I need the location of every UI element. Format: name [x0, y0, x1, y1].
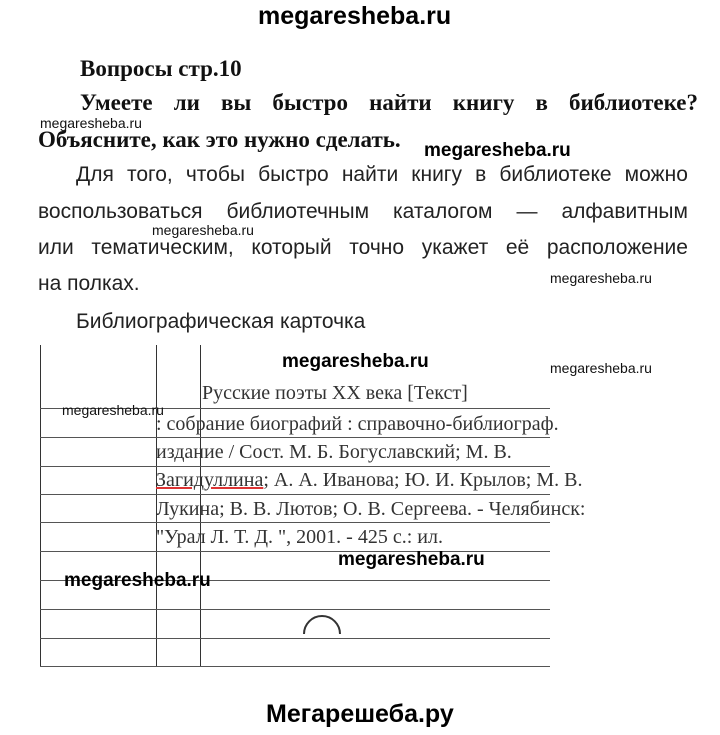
question-word: книгу: [452, 90, 515, 115]
card-author-underlined: Загидуллина: [156, 469, 264, 491]
question-line-2: Объясните, как это нужно сделать.: [38, 127, 401, 152]
watermark-card-top: megaresheba.ru: [282, 351, 429, 372]
card-margin-line: [40, 345, 41, 667]
answer-word: тематическим,: [91, 236, 234, 259]
answer-word: чтобы: [185, 163, 245, 186]
answer-word: или: [38, 236, 74, 259]
card-line-4: [156, 469, 582, 492]
answer-word: каталогом: [393, 200, 493, 223]
card-line-5: Лукина; В. В. Лютов; О. В. Сергеева. - Челябинск:: [156, 498, 586, 520]
card-rule: [40, 609, 550, 610]
answer-word: библиотеке: [499, 163, 612, 186]
answer-word: книгу: [411, 163, 462, 186]
answer-word: в: [475, 163, 487, 186]
card-rule: [40, 494, 550, 495]
answer-word: точно: [349, 236, 405, 259]
question-word: Умеете: [80, 90, 153, 115]
question-word: библиотеке?: [569, 90, 698, 115]
watermark-footer: Мегарешеба.ру: [266, 700, 454, 728]
watermark-small: megaresheba.ru: [62, 402, 164, 418]
card-rule: [40, 666, 550, 667]
question-word: в: [535, 90, 548, 115]
answer-word: быстро: [258, 163, 329, 186]
questions-heading: Вопросы стр.10: [80, 56, 242, 81]
watermark-card-bottom-mid: megaresheba.ru: [338, 549, 485, 570]
answer-line-4: на полках.: [38, 272, 140, 295]
watermark-small: megaresheba.ru: [550, 270, 652, 286]
question-word: ли: [173, 90, 200, 115]
card-line-6: "Урал Л. Т. Д. ", 2001. - 425 с.: ил.: [156, 526, 443, 548]
answer-word: Для: [76, 163, 114, 186]
answer-line-3: [38, 236, 688, 260]
answer-word: того,: [126, 163, 173, 186]
answer-word: расположение: [546, 236, 688, 259]
card-rule: [40, 522, 550, 523]
answer-word: алфавитным: [561, 200, 688, 223]
answer-word: воспользоваться: [38, 200, 203, 223]
question-word: вы: [220, 90, 252, 115]
card-caption: Библиографическая карточка: [76, 310, 366, 333]
card-rule: [40, 437, 550, 438]
answer-line-2: [38, 200, 688, 224]
answer-word: её: [505, 236, 530, 259]
card-rule: [40, 638, 550, 639]
question-word: найти: [369, 90, 432, 115]
watermark-small: megaresheba.ru: [550, 360, 652, 376]
watermark-top: megaresheba.ru: [258, 2, 452, 30]
question-word: быстро: [272, 90, 348, 115]
card-hole-icon: [300, 604, 344, 638]
card-line-2: : собрание биографий : справочно-библиограф.: [156, 413, 559, 435]
card-line-3: издание / Сост. М. Б. Богуславский; М. В.: [156, 441, 512, 463]
watermark-small: megaresheba.ru: [152, 222, 254, 238]
watermark-small: megaresheba.ru: [40, 115, 142, 131]
answer-word: —: [516, 200, 538, 223]
watermark-after-question: megaresheba.ru: [424, 140, 571, 161]
card-line-1: Русские поэты XX века [Текст]: [202, 382, 468, 404]
answer-word: найти: [341, 163, 399, 186]
answer-word: который: [251, 236, 332, 259]
card-rule: [40, 466, 550, 467]
answer-line-1: [76, 163, 688, 187]
watermark-card-bottom-left: megaresheba.ru: [64, 570, 211, 591]
question-line-1: [80, 90, 698, 116]
card-line-4-rest: ; А. А. Иванова; Ю. И. Крылов; М. В.: [263, 469, 583, 491]
answer-word: библиотечным: [226, 200, 370, 223]
answer-word: укажет: [421, 236, 489, 259]
answer-word: можно: [624, 163, 688, 186]
